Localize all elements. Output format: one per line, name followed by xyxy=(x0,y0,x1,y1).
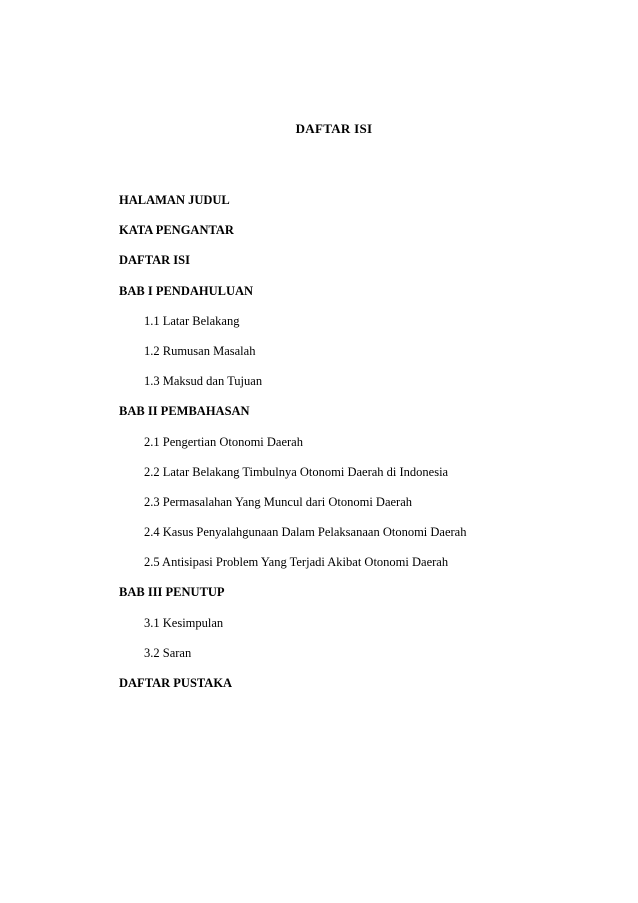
toc-entry-bab-3: BAB III PENUTUP xyxy=(119,585,225,600)
toc-entry-1-1: 1.1 Latar Belakang xyxy=(144,313,240,328)
toc-entry-3-1: 3.1 Kesimpulan xyxy=(144,615,224,630)
toc-entry-halaman-judul: HALAMAN JUDUL xyxy=(119,193,230,207)
toc-entry-2-2: 2.2 Latar Belakang Timbulnya Otonomi Daerah di Indonesia xyxy=(144,464,449,479)
toc-entry-3-2: 3.2 Saran xyxy=(144,645,192,660)
toc-entry-bab-2: BAB II PEMBAHASAN xyxy=(119,404,250,419)
toc-entry-daftar-pustaka: DAFTAR PUSTAKA xyxy=(119,676,233,690)
toc-entry-daftar-isi: DAFTAR ISI xyxy=(119,253,190,268)
toc-entry-2-5: 2.5 Antisipasi Problem Yang Terjadi Akibat Otonomi Daerah xyxy=(144,555,449,570)
toc-entry-2-4: 2.4 Kasus Penyalahgunaan Dalam Pelaksanaan Otonomi Daerah xyxy=(144,525,467,540)
table-of-contents xyxy=(119,192,599,705)
toc-entry-2-1: 2.1 Pengertian Otonomi Daerah xyxy=(144,434,303,449)
toc-entry-1-3: 1.3 Maksud dan Tujuan xyxy=(144,374,263,389)
toc-entry-2-3: 2.3 Permasalahan Yang Muncul dari Otonomi Daerah xyxy=(144,494,412,509)
toc-entry-bab-1: BAB I PENDAHULUAN xyxy=(119,283,254,298)
page-title: DAFTAR ISI xyxy=(295,121,373,136)
toc-entry-kata-pengantar: KATA PENGANTAR xyxy=(119,223,234,238)
toc-entry-1-2: 1.2 Rumusan Masalah xyxy=(144,343,256,358)
